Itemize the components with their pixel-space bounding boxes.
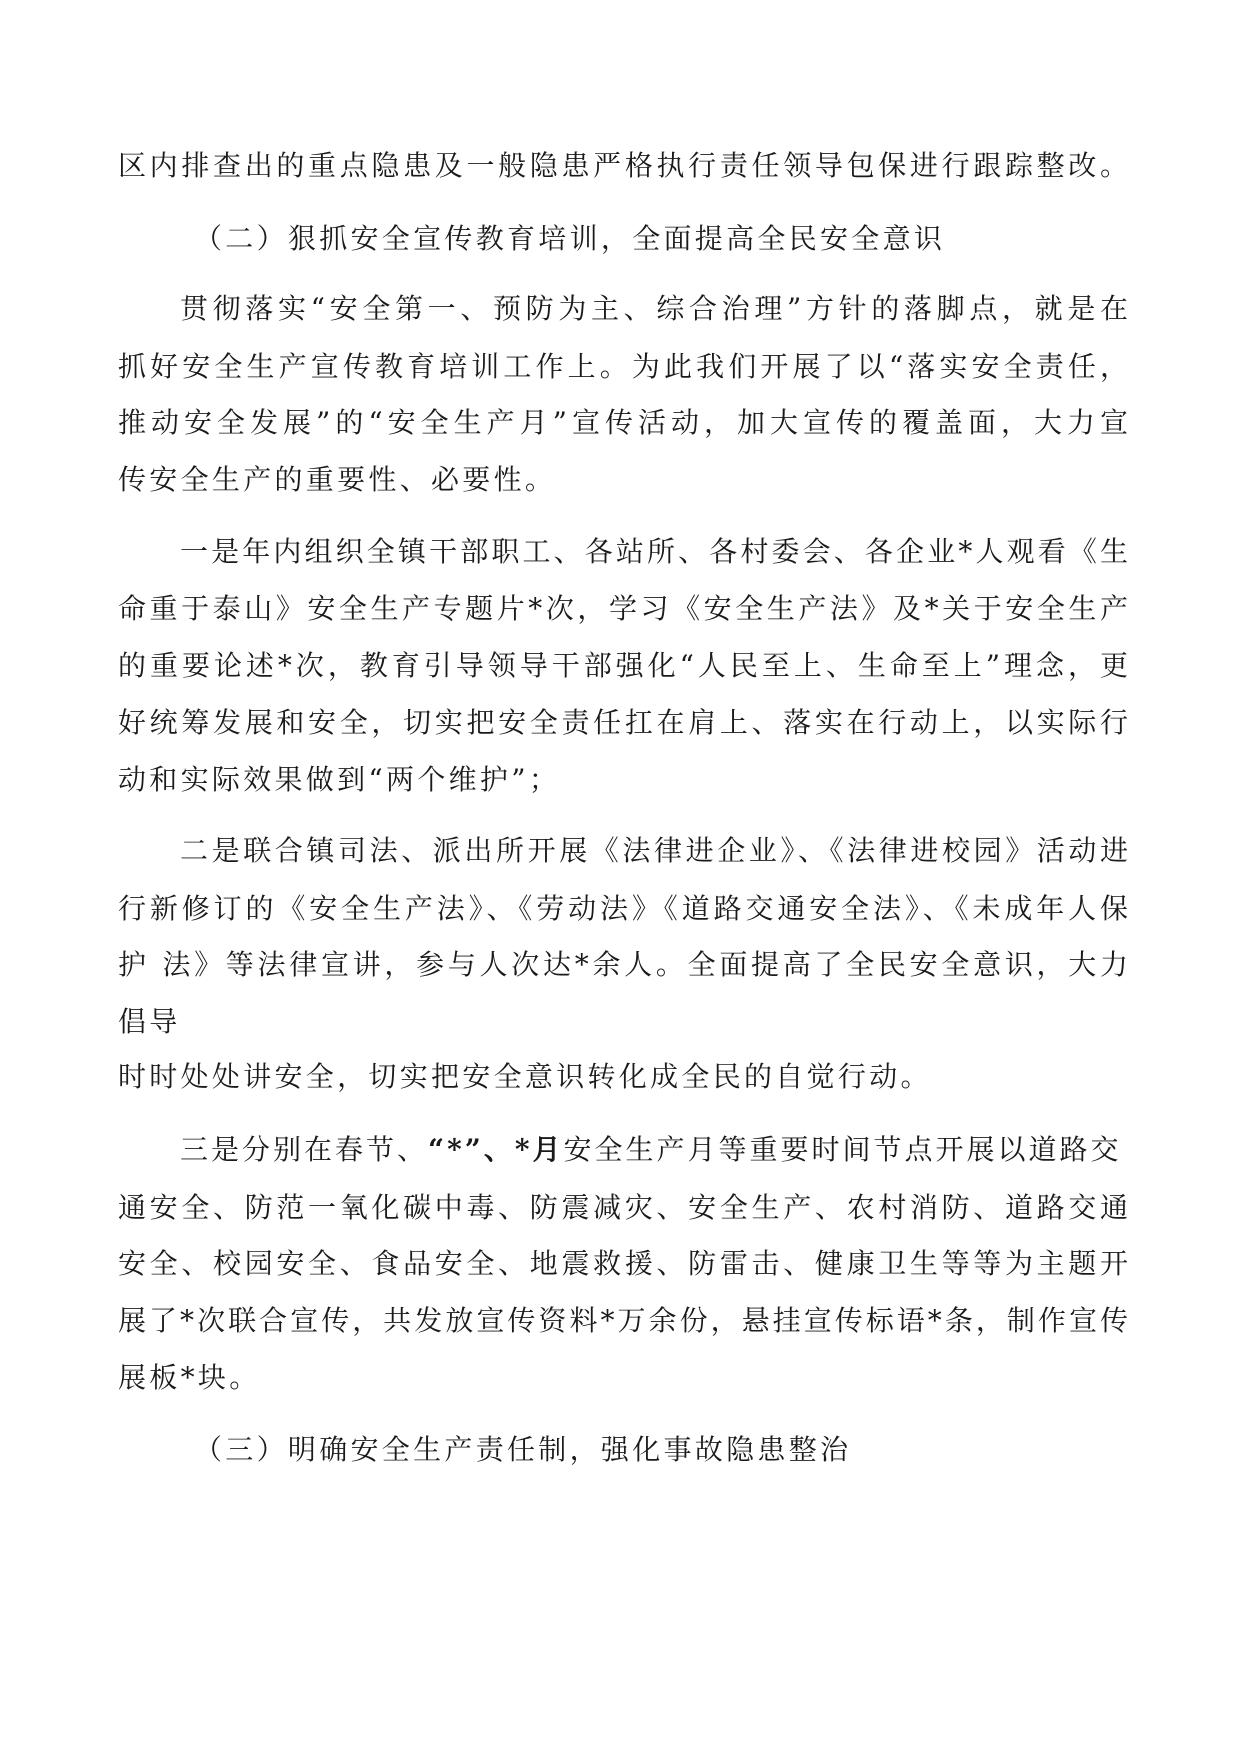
section-heading: （二）狠抓安全宣传教育培训，全面提高全民安全意识 [194, 222, 946, 255]
text-line: 行新修订的《安全生产法》、《劳动法》《道路交通安全法》、《未成年人保 [118, 892, 1128, 925]
text-line: 的重要论述*次，教育引导领导干部强化“人民至上、生命至上”理念，更 [118, 649, 1128, 682]
text-line: 命重于泰山》安全生产专题片*次，学习《安全生产法》及*关于安全生产 [118, 592, 1128, 625]
text-line: 护 法》等法律宣讲，参与人次达*余人。全面提高了全民安全意识，大力 [118, 948, 1128, 981]
text-line: 好统筹发展和安全，切实把安全责任扛在肩上、落实在行动上，以实际行 [118, 706, 1128, 739]
text-line: 二是联合镇司法、派出所开展《法律进企业》、《法律进校园》活动进 [180, 834, 1128, 867]
text-segment: 安全生产月等重要时间节点开展以道路交 [563, 1133, 1122, 1166]
text-line: 展了*次联合宣传，共发放宣传资料*万余份，悬挂宣传标语*条，制作宣传 [118, 1304, 1128, 1337]
text-line: 安全、校园安全、食品安全、地震救援、防雷击、健康卫生等等为主题开 [118, 1247, 1128, 1280]
text-line: 一是年内组织全镇干部职工、各站所、各村委会、各企业*人观看《生 [180, 535, 1128, 568]
text-segment: 三是分别在春节、 [180, 1133, 429, 1166]
text-line: 动和实际效果做到“两个维护”； [118, 763, 561, 796]
section-heading: （三）明确安全生产责任制，强化事故隐患整治 [194, 1433, 852, 1466]
text-line: 推动安全发展”的“安全生产月”宣传活动，加大宣传的覆盖面，大力宣 [118, 406, 1128, 439]
text-line: 时时处处讲安全，切实把安全意识转化成全民的自觉行动。 [118, 1060, 932, 1093]
bold-text-segment: “*”、*月 [428, 1133, 564, 1166]
text-line: 展板*块。 [118, 1361, 261, 1394]
text-line [180, 1132, 1128, 1168]
text-line: 抓好安全生产宣传教育培训工作上。为此我们开展了以“落实安全责任， [118, 350, 1128, 383]
text-line: 贯彻落实“安全第一、预防为主、综合治理”方针的落脚点，就是在 [180, 292, 1128, 325]
text-line: 通安全、防范一氧化碳中毒、防震减灾、安全生产、农村消防、道路交通 [118, 1191, 1128, 1224]
text-line: 倡导 [118, 1005, 181, 1038]
text-line: 传安全生产的重要性、必要性。 [118, 463, 557, 496]
text-line: 区内排查出的重点隐患及一般隐患严格执行责任领导包保进行跟踪整改。 [118, 149, 1128, 182]
